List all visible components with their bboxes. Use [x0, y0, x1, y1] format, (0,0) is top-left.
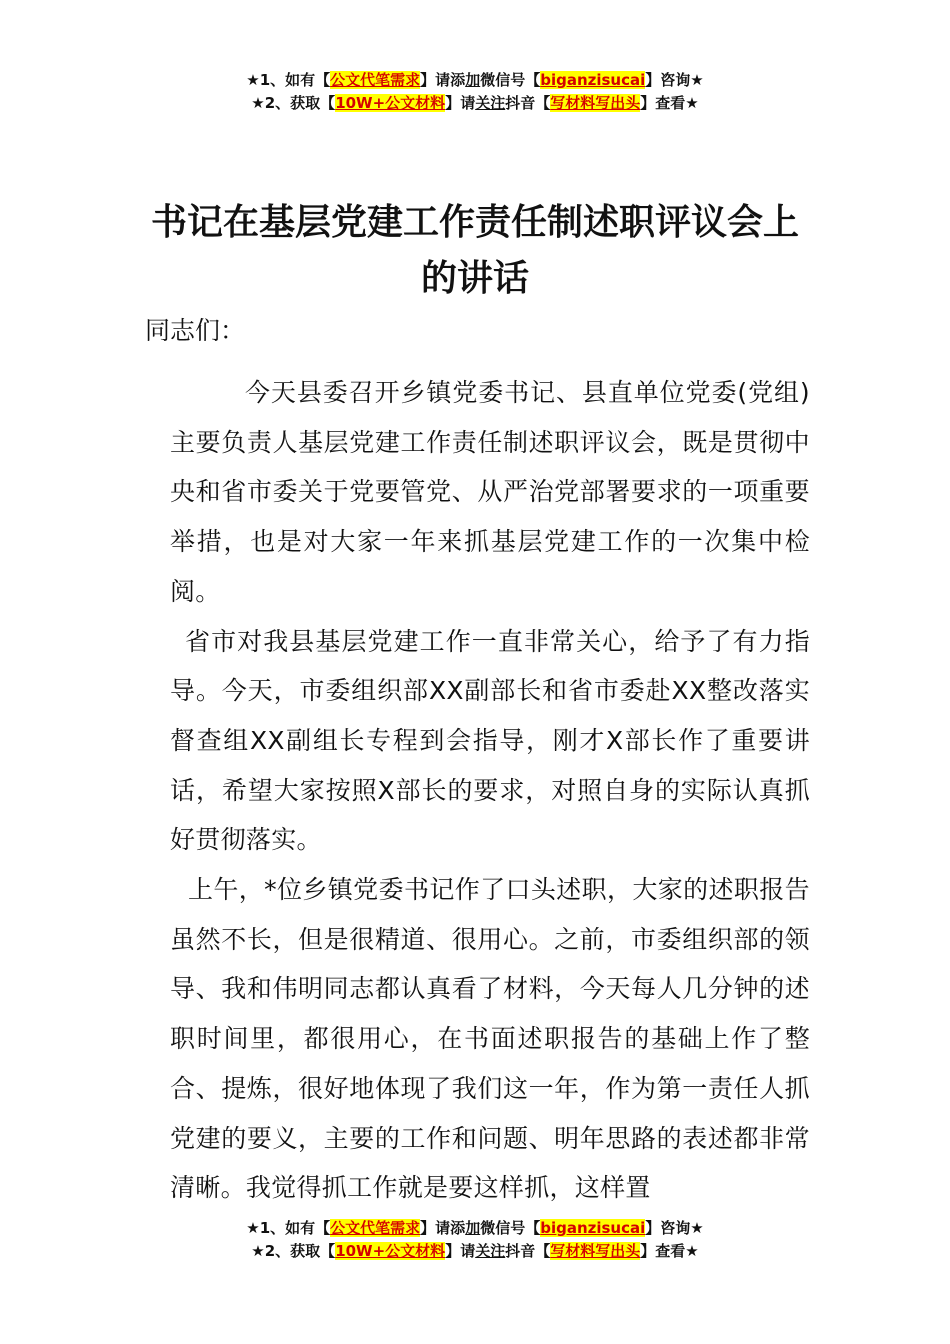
promo-text: 】咨询★ — [645, 71, 704, 89]
title-line-1: 书记在基层党建工作责任制述职评议会上 — [150, 201, 799, 243]
wechat-id-highlight: biganzisucai — [540, 1219, 646, 1237]
promo-highlight: 10W+公文材料 — [335, 1242, 446, 1260]
promo-text: 】查看★ — [640, 1242, 699, 1260]
promo-text: 微信号【 — [480, 1219, 541, 1237]
promo-text: 】请添 — [420, 71, 466, 89]
promo-text: 关注 — [475, 94, 506, 112]
document-body — [170, 368, 810, 1213]
promo-text: ★2、获取【 — [251, 94, 336, 112]
wechat-id-highlight: biganzisucai — [540, 71, 646, 89]
salutation: 同志们： — [145, 316, 246, 345]
paragraph: 省市对我县基层党建工作一直非常关心，给予了有力指导。今天，市委组织部XX副部长和省市委赴XX整改落实督查组XX副组长专程到会指导，刚才X部长作了重要讲话，希望大家按照X部长的要求，对照自身的实际认真抓好贯彻落实。 — [170, 626, 810, 855]
paragraph: 上午，*位乡镇党委书记作了口头述职，大家的述职报告虽然不长，但是很精道、很用心。之前，市委组织部的领导、我和伟明同志都认真看了材料，今天每人几分钟的述职时间里，都很用心，在书面述职报告的基础上作了整合、提炼，很好地体现了我们这一年，作为第一责任人抓党建的要义，主要的工作和问题、明年思路的表述都非常清晰。我觉得抓工作就是要这样抓，这样置 — [170, 875, 810, 1203]
promo-highlight: 10W+公文材料 — [335, 94, 446, 112]
paragraph: 今天县委召开乡镇党委书记、县直单位党委(党组)主要负责人基层党建工作责任制述职评议会，既是贯彻中央和省市委关于党要管党、从严治党部署要求的一项重要举措，也是对大家一年来抓基层党建工作的一次集中检阅。 — [170, 378, 810, 606]
promo-text: 微信号【 — [480, 71, 541, 89]
promo-banner-top — [0, 69, 950, 115]
promo-text: 加 — [465, 71, 481, 89]
promo-line-1 — [0, 69, 950, 92]
promo-text: 抖音【 — [505, 94, 551, 112]
title-line-2: 的讲话 — [420, 257, 529, 299]
promo-banner-bottom — [0, 1217, 950, 1263]
promo-text: 】请添 — [420, 1219, 466, 1237]
promo-text: 抖音【 — [505, 1242, 551, 1260]
promo-text: 】请 — [445, 94, 476, 112]
promo-line-2 — [0, 1240, 950, 1263]
douyin-id-highlight: 写材料写出头 — [550, 94, 641, 112]
promo-text: 】查看★ — [640, 94, 699, 112]
douyin-id-highlight: 写材料写出头 — [550, 1242, 641, 1260]
promo-text: 加 — [465, 1219, 481, 1237]
promo-text: ★1、如有【 — [246, 1219, 331, 1237]
promo-text: 关注 — [475, 1242, 506, 1260]
promo-text: ★2、获取【 — [251, 1242, 336, 1260]
promo-line-2 — [0, 92, 950, 115]
promo-highlight: 公文代笔需求 — [330, 71, 421, 89]
promo-text: ★1、如有【 — [246, 71, 331, 89]
promo-highlight: 公文代笔需求 — [330, 1219, 421, 1237]
promo-line-1 — [0, 1217, 950, 1240]
promo-text: 】请 — [445, 1242, 476, 1260]
promo-text: 】咨询★ — [645, 1219, 704, 1237]
document-title — [140, 194, 810, 306]
